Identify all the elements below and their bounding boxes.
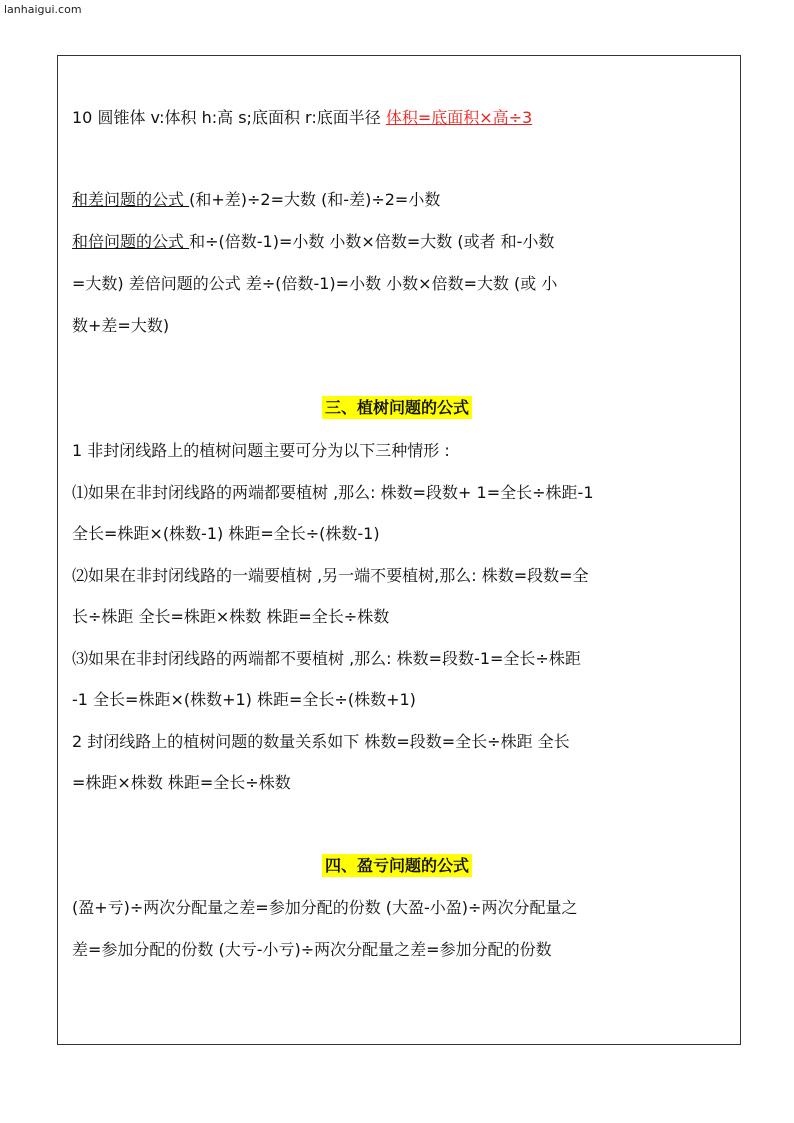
tree-line-8: 2 封闭线路上的植树问题的数量关系如下 株数=段数=全长÷株距 全长	[72, 732, 570, 751]
tree-line-3: 全长=株距×(株数-1) 株距=全长÷(株数-1)	[72, 524, 380, 543]
site-label: lanhaigui.com	[4, 3, 82, 16]
profit-loss-line-1: (盈+亏)÷两次分配量之差=参加分配的份数 (大盈-小盈)÷两次分配量之	[72, 898, 578, 917]
tree-line-7: -1 全长=株距×(株数+1) 株距=全长÷(株数+1)	[72, 690, 416, 709]
tree-planting-heading	[0, 398, 794, 418]
sum-multiple-title: 和倍问题的公式	[72, 232, 190, 251]
tree-planting-heading-text: 三、植树问题的公式	[322, 396, 472, 419]
sum-diff-text: (和+差)÷2=大数 (和-差)÷2=小数	[189, 190, 441, 209]
sum-diff-title: 和差问题的公式	[72, 190, 190, 209]
tree-line-1: 1 非封闭线路上的植树问题主要可分为以下三种情形 :	[72, 441, 450, 460]
tree-line-9: =株距×株数 株距=全长÷株数	[72, 773, 291, 792]
tree-line-6: ⑶如果在非封闭线路的两端都不要植树 ,那么: 株数=段数-1=全长÷株距	[72, 649, 581, 668]
cone-text: 10 圆锥体 v:体积 h:高 s;底面积 r:底面半径	[72, 108, 386, 127]
sum-multiple-line-3: 数+差=大数)	[72, 316, 170, 335]
cone-volume-formula: 体积=底面积×高÷3	[385, 108, 533, 127]
tree-line-2: ⑴如果在非封闭线路的两端都要植树 ,那么: 株数=段数+ 1=全长÷株距-1	[72, 483, 594, 502]
profit-loss-heading	[0, 856, 794, 876]
cone-formula-line	[72, 108, 532, 128]
tree-line-4: ⑵如果在非封闭线路的一端要植树 ,另一端不要植树,那么: 株数=段数=全	[72, 566, 589, 585]
sum-multiple-line-2: =大数) 差倍问题的公式 差÷(倍数-1)=小数 小数×倍数=大数 (或 小	[72, 274, 558, 293]
sum-multiple-line-1	[72, 232, 554, 252]
profit-loss-heading-text: 四、盈亏问题的公式	[322, 854, 472, 877]
sum-diff-line	[72, 190, 440, 210]
profit-loss-line-2: 差=参加分配的份数 (大亏-小亏)÷两次分配量之差=参加分配的份数	[72, 940, 552, 959]
tree-line-5: 长÷株距 全长=株距×株数 株距=全长÷株数	[72, 607, 390, 626]
sum-multiple-text-1: 和÷(倍数-1)=小数 小数×倍数=大数 (或者 和-小数	[189, 232, 555, 251]
